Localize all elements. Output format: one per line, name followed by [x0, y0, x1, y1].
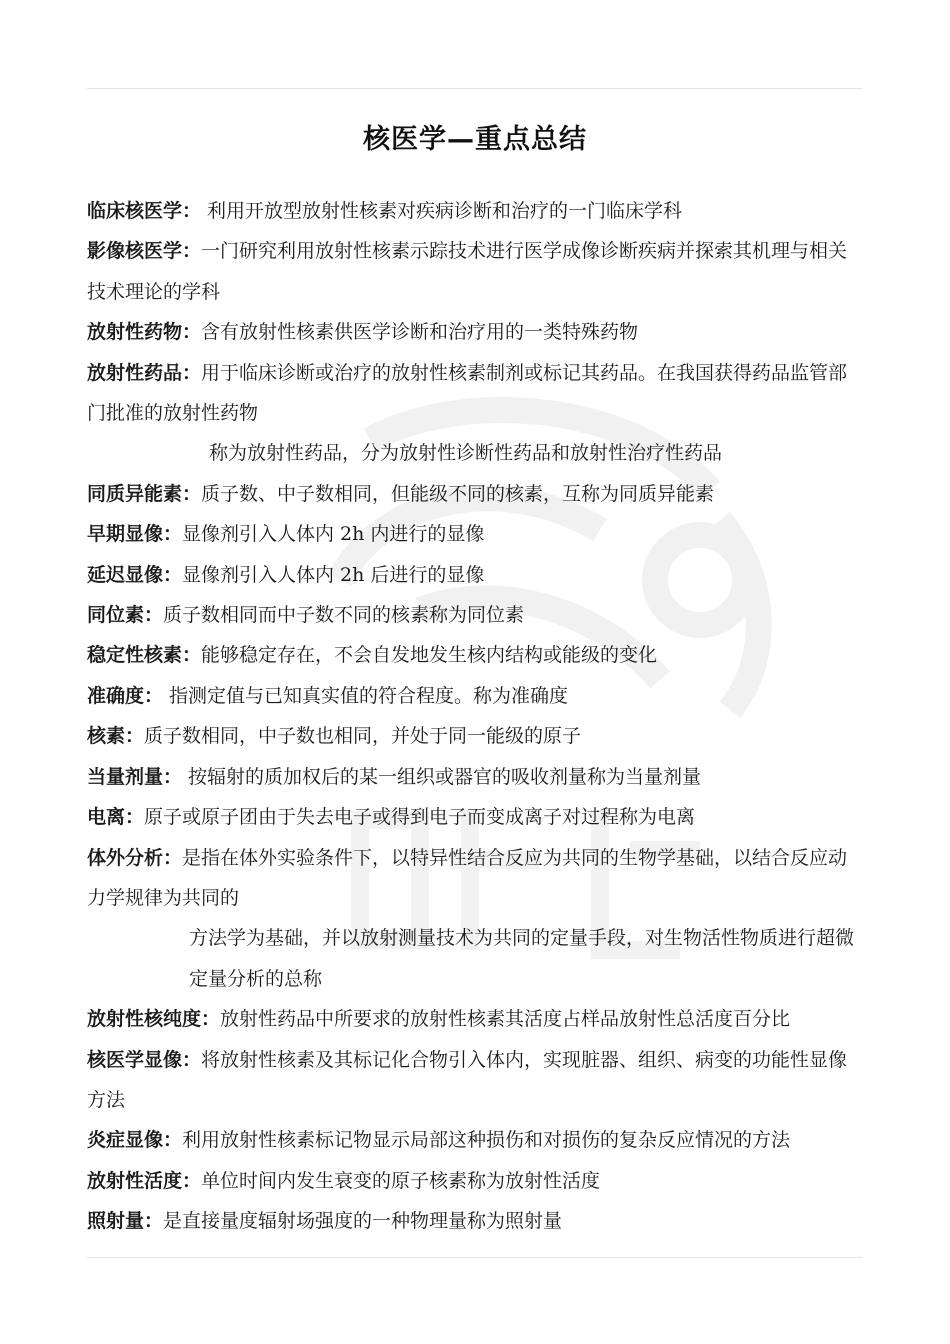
- term: 核素：: [87, 725, 145, 748]
- glossary-entry: [87, 595, 863, 635]
- glossary-entry: [87, 1120, 863, 1160]
- definition: 将放射性核素及其标记化合物引入体内，实现脏器、组织、病变的功能性显像方法: [87, 1048, 848, 1111]
- term: 影像核医学：: [87, 240, 202, 263]
- definition: 利用开放型放射性核素对疾病诊断和治疗的一门临床学科: [201, 200, 683, 222]
- glossary-entry: [87, 838, 863, 919]
- definition: 利用放射性核素标记物显示局部这种损伤和对损伤的复杂反应情况的方法: [182, 1129, 791, 1152]
- page-title: 核医学—重点总结: [363, 124, 587, 155]
- footer-rule: [87, 1257, 863, 1258]
- definition: 含有放射性核素供医学诊断和治疗用的一类特殊药物: [201, 321, 639, 344]
- definition: 按辐射的质加权后的某一组织或器官的吸收剂量称为当量剂量: [182, 765, 702, 788]
- definition: 质子数相同，中子数也相同，并处于同一能级的原子: [144, 725, 582, 748]
- glossary-entry: [87, 797, 863, 837]
- term: 电离：: [87, 806, 145, 829]
- term: 延迟显像：: [87, 563, 183, 586]
- glossary-entry: [87, 999, 863, 1039]
- glossary-entry: [87, 676, 863, 716]
- definition: 显像剂引入人体内 2h 后进行的显像: [182, 563, 485, 586]
- definition: 放射性药品中所要求的放射性核素其活度占样品放射性总活度百分比: [220, 1008, 791, 1031]
- definition: 能够稳定存在，不会自发地发生核内结构或能级的变化: [201, 644, 658, 667]
- definition: 一门研究利用放射性核素示踪技术进行医学成像诊断疾病并探索其机理与相关技术理论的学科: [87, 240, 848, 303]
- glossary-entry: [87, 757, 863, 797]
- term: 同质异能素：: [87, 482, 202, 505]
- term: 准确度：: [87, 684, 164, 707]
- definition: 是指在体外实验条件下，以特异性结合反应为共同的生物学基础，以结合反应动力学规律为共同的: [87, 846, 848, 909]
- term: 照射量：: [87, 1210, 164, 1233]
- term: 炎症显像：: [87, 1129, 183, 1152]
- definition: 单位时间内发生衰变的原子核素称为放射性活度: [201, 1169, 601, 1192]
- term: 核医学显像：: [87, 1048, 202, 1071]
- term: 同位素：: [87, 604, 164, 627]
- definition: 是直接量度辐射场强度的一种物理量称为照射量: [163, 1210, 563, 1233]
- term: 稳定性核素：: [87, 644, 202, 667]
- glossary-continuation: [87, 918, 863, 999]
- definition: 方法学为基础，并以放射测量技术为共同的定量手段，对生物活性物质进行超微定量分析的总称: [189, 927, 855, 990]
- glossary-entry: [87, 555, 863, 595]
- definition: 质子数、中子数相同，但能级不同的核素，互称为同质异能素: [201, 482, 715, 505]
- definition: 原子或原子团由于失去电子或得到电子而变成离子对过程称为电离: [144, 806, 696, 829]
- definition: 质子数相同而中子数不同的核素称为同位素: [163, 604, 525, 627]
- glossary-entry: [87, 312, 863, 352]
- term: 临床核医学：: [87, 200, 202, 222]
- term: 当量剂量：: [87, 765, 183, 788]
- term: 放射性药品：: [87, 361, 202, 384]
- definition: 指测定值与已知真实值的符合程度。称为准确度: [163, 684, 569, 707]
- definition: 显像剂引入人体内 2h 内进行的显像: [182, 523, 485, 546]
- glossary-list: [87, 191, 863, 1242]
- term: 体外分析：: [87, 846, 183, 869]
- glossary-entry: [87, 474, 863, 514]
- definition: 称为放射性药品，分为放射性诊断性药品和放射性治疗性药品: [209, 442, 723, 465]
- glossary-entry: [87, 514, 863, 554]
- definition: 用于临床诊断或治疗的放射性核素制剂或标记其药品。在我国获得药品监管部门批准的放射性药物: [87, 361, 848, 425]
- term: 放射性药物：: [87, 321, 202, 344]
- glossary-entry: [87, 231, 863, 312]
- glossary-entry: [87, 191, 863, 231]
- term: 放射性核纯度：: [87, 1008, 221, 1031]
- glossary-entry: [87, 353, 863, 434]
- glossary-entry: [87, 1161, 863, 1201]
- glossary-continuation: [87, 433, 863, 473]
- term: 放射性活度：: [87, 1169, 202, 1192]
- glossary-entry: [87, 716, 863, 756]
- glossary-entry: [87, 1201, 863, 1241]
- glossary-entry: [87, 635, 863, 675]
- glossary-entry: [87, 1040, 863, 1121]
- header-rule: [87, 88, 863, 89]
- term: 早期显像：: [87, 523, 183, 546]
